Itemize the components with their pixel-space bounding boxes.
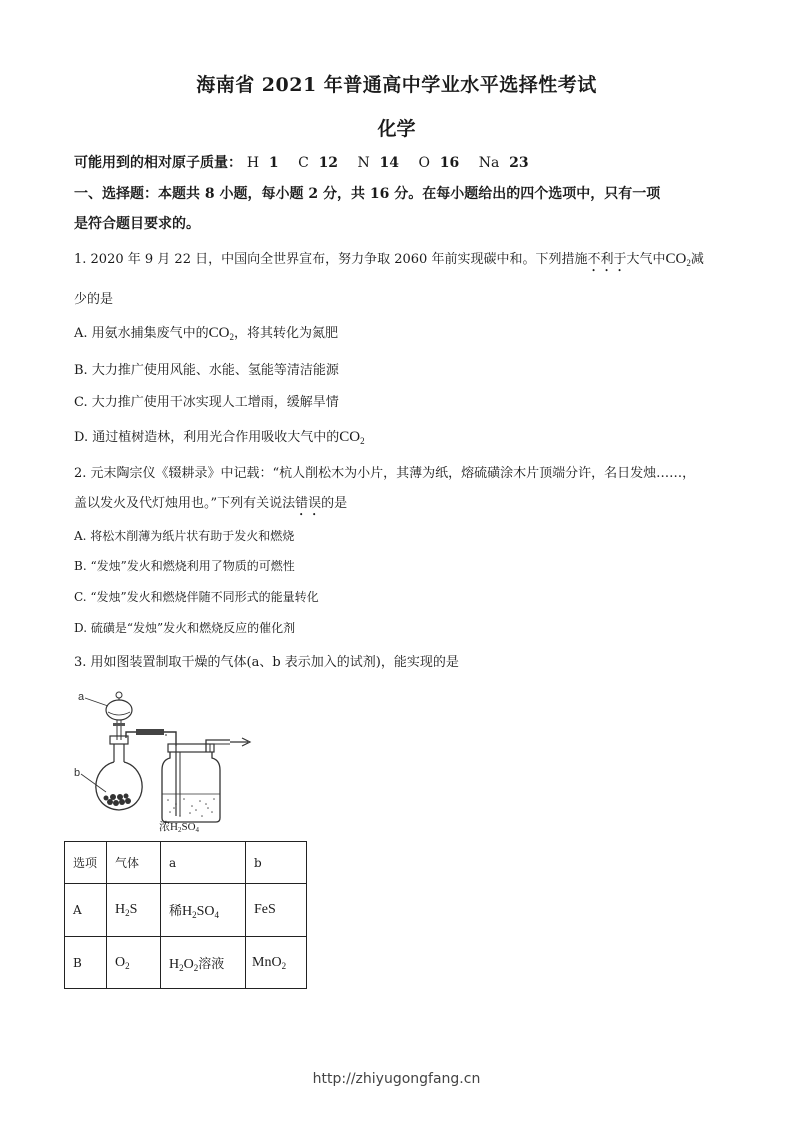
q1-stem-a: 1. 2020 年 9 月 22 日，中国向全世界宣布，努力争取 2060 年前实现碳中和。下列措施 — [74, 252, 588, 267]
sub-2: 2 — [686, 258, 691, 268]
mass-n-el: N — [357, 155, 370, 171]
atomic-masses-label: 可能用到的相对原子质量： — [74, 155, 242, 171]
q1-stem-line1 — [74, 248, 704, 275]
section-heading-line2: 是符合题目要求的。 — [74, 216, 200, 232]
q1-option-a — [74, 322, 338, 342]
mass-c-val: 12 — [318, 155, 339, 171]
q1-option-c: C. 大力推广使用干冰实现人工增雨，缓解旱情 — [74, 395, 339, 410]
table-row — [65, 884, 307, 937]
table-cell-reagent-a: $H_2O_2$溶液 — [161, 937, 246, 989]
q3-options-table — [64, 841, 307, 989]
q1-option-b: B. 大力推广使用风能、水能、氢能等清洁能源 — [74, 363, 339, 378]
q2-stem-line1: 2. 元末陶宗仪《辍耕录》中记载：“杭人削松木为小片，其薄为纸，熔硫磺涂木片顶端分许，名日发烛……， — [74, 466, 696, 481]
table-header-cell: a — [161, 842, 246, 884]
mass-o-el: O — [418, 155, 431, 171]
mass-na-val: 23 — [509, 155, 529, 171]
exam-title: 海南省 2021 年普通高中学业水平选择性考试 — [196, 74, 597, 96]
co-text: CO — [208, 325, 230, 341]
table-header-cell: 气体 — [107, 842, 161, 884]
table-header-cell: b — [246, 842, 307, 884]
subject-title: 化学 — [377, 118, 416, 140]
section-heading-line1: 一、选择题：本题共 8 小题，每小题 2 分，共 16 分。在每小题给出的四个选项中，只有一项 — [74, 186, 661, 202]
co-text: CO — [339, 429, 361, 445]
mass-c-el: C — [298, 155, 309, 171]
co-text: CO — [665, 251, 687, 267]
q1-option-a-post: ，将其转化为氮肥 — [234, 326, 339, 341]
footer-url[interactable]: http://zhiyugongfang.cn — [312, 1071, 481, 1087]
sub-2: 2 — [229, 332, 234, 342]
q2-stem-a: 盖以发火及代灯烛用也。”下列有关说法 — [74, 496, 296, 511]
q3-stem: 3. 用如图装置制取干燥的气体(a、b 表示加入的试剂)，能实现的是 — [74, 655, 459, 670]
figure-acid-label: 浓H2SO4 — [159, 821, 200, 833]
q2-option-c: C. “发烛”发火和燃烧伴随不同形式的能量转化 — [74, 590, 319, 604]
atomic-masses — [74, 152, 529, 172]
q2-option-d: D. 硫磺是“发烛”发火和燃烧反应的催化剂 — [74, 621, 296, 635]
table-cell-option: B — [65, 937, 107, 989]
table-cell-reagent-a: 稀$H_2SO_4$ — [161, 884, 246, 937]
table-cell-reagent-b: MnO$_2$ — [246, 937, 307, 989]
mass-h-val: 1 — [268, 155, 279, 171]
q2-option-a: A. 将松木削薄为纸片状有助于发火和燃烧 — [74, 529, 295, 543]
q1-stem-b: 大气中 — [626, 252, 666, 267]
sub-2: 2 — [360, 436, 365, 446]
table-header-cell: 选项 — [65, 842, 107, 884]
q1-option-d-pre: D. 通过植树造林，利用光合作用吸收大气中的 — [74, 430, 340, 445]
figure-label-b: b — [74, 767, 81, 779]
q2-stem-emphasis: 错误 — [295, 496, 322, 511]
mass-h-el: H — [246, 155, 260, 171]
q2-stem-b: 的是 — [321, 496, 348, 511]
q1-stem-line2: 少的是 — [74, 292, 114, 307]
q1-stem-c: 减 — [690, 252, 704, 267]
q2-option-b: B. “发烛”发火和燃烧利用了物质的可燃性 — [74, 559, 295, 573]
table-cell-gas: $O_2$ — [107, 937, 161, 989]
q1-stem-emphasis: 不利于 — [587, 252, 627, 267]
q1-option-d-co2 — [339, 429, 364, 445]
q1-option-d — [74, 426, 365, 446]
figure-label-a: a — [78, 691, 85, 703]
q1-co2 — [665, 251, 690, 267]
q1-option-a-co2 — [209, 325, 234, 341]
table-header-row — [65, 842, 307, 884]
table-cell-option: A — [65, 884, 107, 937]
gas-apparatus-figure — [70, 678, 260, 833]
mass-na-el: Na — [478, 155, 500, 171]
table-row — [65, 937, 307, 989]
table-cell-reagent-b: FeS — [246, 884, 307, 937]
mass-o-val: 16 — [439, 155, 460, 171]
mass-n-val: 14 — [379, 155, 400, 171]
table-cell-gas: $H_2S$ — [107, 884, 161, 937]
q1-option-a-pre: A. 用氨水捕集废气中的 — [74, 326, 209, 341]
q2-stem-line2 — [74, 492, 347, 519]
